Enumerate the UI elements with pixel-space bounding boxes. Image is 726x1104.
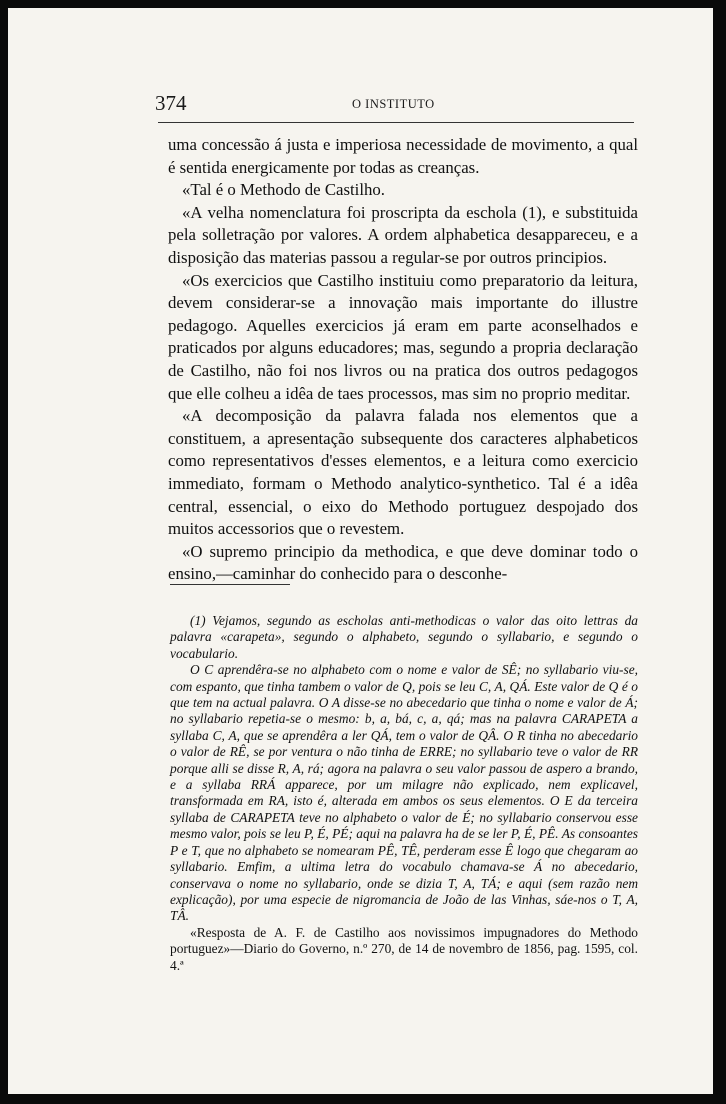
- page-number: 374: [155, 91, 187, 115]
- main-text: [168, 134, 638, 586]
- paragraph: «O supremo principio da methodica, e que deve dominar todo o ensino,—caminhar do conhecido para o desconhe-: [168, 541, 638, 584]
- paragraph: uma concessão á justa e imperiosa necessidade de movimento, a qual é sentida energicamente por todas as creanças.: [168, 135, 638, 177]
- footnote: (1) Vejamos, segundo as escholas anti-methodicas o valor das oito lettras da palavra «carapeta», segundo o alphabeto, segundo o syllabario, e segundo o vocabulario.: [170, 613, 638, 661]
- page-header: [155, 91, 635, 115]
- paragraph: «A velha nomenclatura foi proscripta da eschola (1), e substituida pela solletração por valores. A ordem alphabetica desappareceu, e a disposição das materias passou a regular-se por outros principios.: [168, 202, 638, 267]
- footnote-rule: [170, 584, 290, 585]
- book-page: [8, 8, 713, 1094]
- header-rule: [158, 122, 634, 123]
- paragraph: «Tal é o Methodo de Castilho.: [182, 180, 385, 200]
- footnotes: [170, 613, 638, 974]
- running-head: O INSTITUTO: [352, 97, 435, 111]
- paragraph: «Os exercicios que Castilho instituiu como preparatorio da leitura, devem considerar-se a innovação mais importante do illustre pedagogo. Aquelles exercicios já eram em parte aconselhados e praticados por alguns educadores; mas, segundo a propria declaração de Castilho, não foi nos livros ou na pratica dos outros pedagogos que elle colheu a idêa de taes processos, mas sim no proprio meditar.: [168, 270, 638, 403]
- footnote-citation: «Resposta de A. F. de Castilho aos novissimos impugnadores do Methodo portuguez»—Diario do Governo, n.º 270, de 14 de novembro de 1856, pag. 1595, col. 4.ª: [170, 924, 638, 973]
- paragraph: «A decomposição da palavra falada nos elementos que a constituem, a apresentação subsequente dos caracteres alphabeticos como representativos d'esses elementos, e a leitura como exercicio immediato, formam o Methodo analytico-synthetico. Tal é a idêa central, essencial, o eixo do Methodo portuguez despojado dos muitos accessorios que o revestem.: [168, 406, 638, 539]
- footnote: O C aprendêra-se no alphabeto com o nome e valor de SÊ; no syllabario viu-se, com espanto, que tinha tambem o valor de Q, pois se leu C, A, QÁ. Este valor de Q é o que tem na actual palavra. O A disse-se no abecedario que tinha o nome e valor de Á; no syllabario repetia-se o mesmo: b, a, bá, c, a, qá; mas na palavra CARAPETA a syllaba C, A, que se aprendêra a ler QÁ, tem o valor de QÂ. O R tinha no abecedario o valor de RÊ, se por ventura o não tinha de ERRE; no syllabario teve o valor de RR porque alli se disse R, A, rá; agora na palavra o seu valor passou de aspero a brando, e a syllaba RRÁ apparece, por um milagre não explicado, nem explicavel, transformada em RA, isto é, alterada em ambos os seus elementos. O E da terceira syllaba de CARAPETA teve no alphabeto o valor de É; no syllabario conservou esse mesmo valor, pois se leu P, É, PÉ; aqui na palavra ha de se ler P, É, PÊ. As consoantes P e T, que no alphabeto se nomearam PÊ, TÊ, perderam esse Ê logo que chegaram ao syllabario. Emfim, a ultima letra do vocabulo chamava-se Á no abecedario, conservava o nome no syllabario, onde se dizia T, A, TÁ; e aqui (sem razão nem explicação), por uma especie de nigromancia de João de las Vinhas, sáe-nos o T, A, TÂ.: [170, 662, 638, 924]
